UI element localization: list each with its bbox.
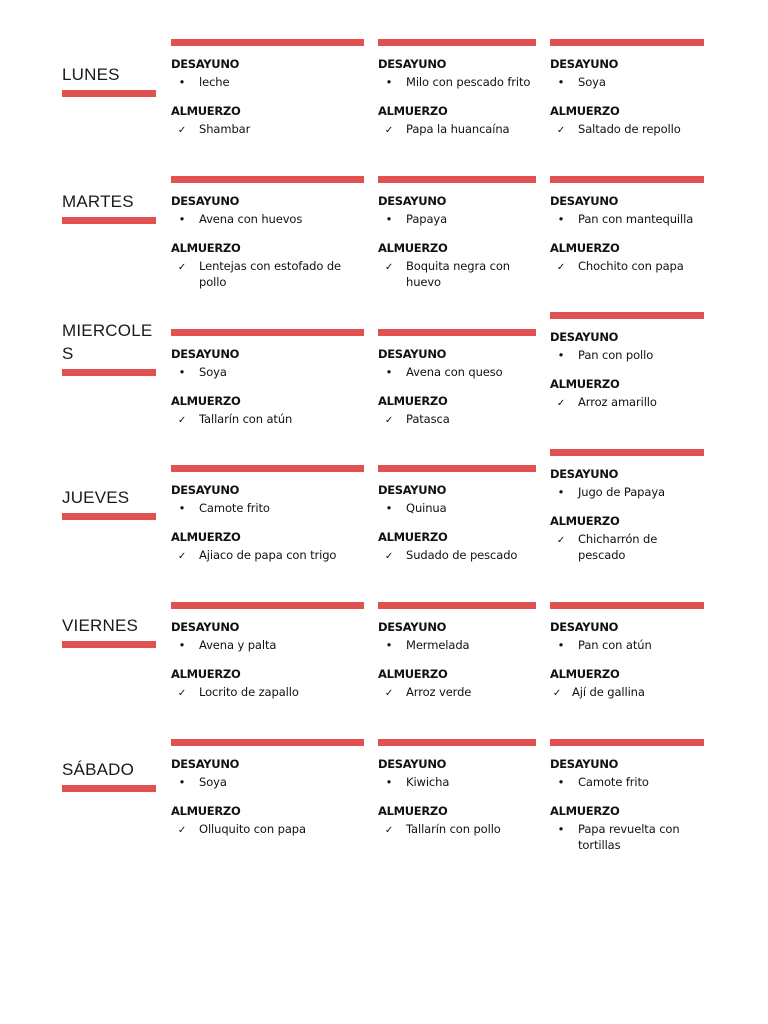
day-viernes <box>62 614 156 648</box>
lunch-item <box>550 121 704 138</box>
breakfast-label: DESAYUNO <box>171 194 240 208</box>
menu-cell <box>378 602 536 700</box>
lunch-item <box>171 821 364 838</box>
breakfast-text: Camote frito <box>199 501 270 515</box>
day-name: LUNES <box>62 65 120 84</box>
lunch-label: ALMUERZO <box>550 240 620 255</box>
check-icon <box>550 684 564 703</box>
day-underline <box>62 369 156 376</box>
cell-top-bar <box>378 39 536 46</box>
breakfast-text: Soya <box>578 75 606 89</box>
cell-top-bar <box>550 176 704 183</box>
menu-cell <box>550 602 704 700</box>
breakfast-text: Soya <box>199 365 227 379</box>
lunch-item <box>378 684 536 701</box>
bullet-icon <box>554 74 568 91</box>
breakfast-label: DESAYUNO <box>378 194 447 208</box>
lunch-item <box>378 547 536 564</box>
lunch-item <box>378 258 516 291</box>
lunch-label: ALMUERZO <box>550 666 620 681</box>
day-sabado <box>62 758 156 792</box>
breakfast-item <box>550 74 704 91</box>
check-icon <box>554 121 568 140</box>
lunch-label: ALMUERZO <box>378 393 448 408</box>
check-icon <box>382 821 396 840</box>
breakfast-text: Milo con pescado frito <box>406 75 531 89</box>
day-underline <box>62 513 156 520</box>
bullet-icon <box>175 637 189 654</box>
day-underline <box>62 641 156 648</box>
breakfast-label: DESAYUNO <box>550 467 619 481</box>
lunch-label: ALMUERZO <box>378 240 448 255</box>
bullet-icon <box>175 364 189 381</box>
menu-cell <box>171 39 364 137</box>
lunch-text: Chicharrón de pescado <box>578 531 658 562</box>
day-martes <box>62 190 156 224</box>
breakfast-label: DESAYUNO <box>550 57 619 71</box>
lunch-text: Locrito de zapallo <box>199 684 299 699</box>
check-icon <box>382 258 396 277</box>
breakfast-item <box>171 74 364 91</box>
lunch-label: ALMUERZO <box>550 376 620 391</box>
lunch-label: ALMUERZO <box>378 666 448 681</box>
breakfast-item <box>378 500 536 517</box>
breakfast-label: DESAYUNO <box>550 194 619 208</box>
lunch-text: Papa revuelta con tortillas <box>578 821 680 852</box>
lunch-text: Shambar <box>199 121 251 136</box>
cell-top-bar <box>550 739 704 746</box>
check-icon <box>382 121 396 140</box>
lunch-text: Patasca <box>406 411 450 426</box>
menu-cell <box>171 602 364 700</box>
check-icon <box>175 547 189 566</box>
day-name: SÁBADO <box>62 760 135 779</box>
check-icon <box>554 258 568 277</box>
breakfast-text: Papaya <box>406 212 448 226</box>
lunch-text: Ají de gallina <box>572 684 645 699</box>
bullet-icon <box>382 500 396 517</box>
menu-cell <box>550 449 704 564</box>
breakfast-item <box>550 637 704 654</box>
breakfast-item <box>378 364 536 381</box>
breakfast-item <box>550 347 704 364</box>
menu-cell <box>378 739 536 837</box>
check-icon <box>175 411 189 430</box>
breakfast-label: DESAYUNO <box>171 57 240 71</box>
day-miercoles <box>62 319 156 376</box>
day-underline <box>62 217 156 224</box>
cell-top-bar <box>378 329 536 336</box>
bullet-icon <box>382 74 396 91</box>
lunch-text: Lentejas con estofado de pollo <box>199 258 342 289</box>
breakfast-text: Mermelada <box>406 638 470 652</box>
menu-cell <box>550 39 704 137</box>
cell-top-bar <box>378 176 536 183</box>
lunch-text: Olluquito con papa <box>199 821 306 836</box>
lunch-item <box>378 821 536 838</box>
lunch-item <box>550 684 704 701</box>
cell-top-bar <box>171 465 364 472</box>
breakfast-text: Pan con pollo <box>578 348 654 362</box>
lunch-label: ALMUERZO <box>378 529 448 544</box>
breakfast-label: DESAYUNO <box>378 757 447 771</box>
menu-cell <box>378 176 536 291</box>
bullet-icon <box>382 211 396 228</box>
cell-top-bar <box>171 176 364 183</box>
breakfast-text: Pan con atún <box>578 638 652 652</box>
cell-top-bar <box>378 739 536 746</box>
lunch-label: ALMUERZO <box>171 393 241 408</box>
cell-top-bar <box>171 739 364 746</box>
breakfast-item <box>378 774 536 791</box>
bullet-icon <box>175 74 189 91</box>
lunch-text: Ajiaco de papa con trigo <box>199 547 337 562</box>
cell-top-bar <box>378 602 536 609</box>
menu-cell <box>378 465 536 563</box>
bullet-icon <box>554 821 568 838</box>
check-icon <box>554 531 568 550</box>
lunch-item <box>171 258 364 291</box>
bullet-icon <box>382 774 396 791</box>
breakfast-text: Kiwicha <box>406 775 450 789</box>
lunch-text: Boquita negra con huevo <box>406 258 510 289</box>
lunch-item <box>171 121 364 138</box>
cell-top-bar <box>550 39 704 46</box>
menu-cell <box>171 329 364 427</box>
breakfast-label: DESAYUNO <box>171 757 240 771</box>
breakfast-item <box>550 484 704 501</box>
breakfast-item <box>378 637 536 654</box>
breakfast-label: DESAYUNO <box>378 483 447 497</box>
lunch-label: ALMUERZO <box>171 529 241 544</box>
bullet-icon <box>554 484 568 501</box>
cell-top-bar <box>171 329 364 336</box>
cell-top-bar <box>550 602 704 609</box>
lunch-label: ALMUERZO <box>378 103 448 118</box>
breakfast-item <box>171 364 364 381</box>
cell-top-bar <box>171 602 364 609</box>
breakfast-item <box>171 637 364 654</box>
lunch-text: Tallarín con pollo <box>406 821 501 836</box>
breakfast-item <box>378 211 536 228</box>
bullet-icon <box>554 774 568 791</box>
bullet-icon <box>554 347 568 364</box>
lunch-label: ALMUERZO <box>550 513 620 528</box>
check-icon <box>175 258 189 277</box>
bullet-icon <box>382 637 396 654</box>
breakfast-item <box>550 774 704 791</box>
check-icon <box>382 684 396 703</box>
breakfast-text: Camote frito <box>578 775 649 789</box>
check-icon <box>554 394 568 413</box>
lunch-text: Chochito con papa <box>578 258 684 273</box>
lunch-item <box>550 258 704 275</box>
breakfast-text: leche <box>199 75 230 89</box>
bullet-icon <box>554 211 568 228</box>
bullet-icon <box>554 637 568 654</box>
cell-top-bar <box>378 465 536 472</box>
breakfast-item <box>171 500 364 517</box>
breakfast-label: DESAYUNO <box>171 620 240 634</box>
lunch-label: ALMUERZO <box>378 803 448 818</box>
breakfast-text: Pan con mantequilla <box>578 212 694 226</box>
breakfast-text: Quinua <box>406 501 447 515</box>
breakfast-text: Soya <box>199 775 227 789</box>
breakfast-label: DESAYUNO <box>550 620 619 634</box>
check-icon <box>382 411 396 430</box>
cell-top-bar <box>171 39 364 46</box>
bullet-icon <box>382 364 396 381</box>
breakfast-text: Jugo de Papaya <box>578 485 665 499</box>
lunch-label: ALMUERZO <box>171 666 241 681</box>
lunch-item <box>550 821 698 854</box>
lunch-text: Arroz verde <box>406 684 472 699</box>
breakfast-item <box>171 774 364 791</box>
breakfast-label: DESAYUNO <box>378 347 447 361</box>
check-icon <box>175 121 189 140</box>
day-underline <box>62 785 156 792</box>
breakfast-label: DESAYUNO <box>171 483 240 497</box>
cell-top-bar <box>550 312 704 319</box>
check-icon <box>382 547 396 566</box>
menu-cell <box>550 312 704 410</box>
lunch-text: Sudado de pescado <box>406 547 518 562</box>
breakfast-item <box>550 211 704 228</box>
lunch-item <box>171 684 364 701</box>
lunch-item <box>171 411 364 428</box>
lunch-label: ALMUERZO <box>171 103 241 118</box>
day-name: JUEVES <box>62 488 130 507</box>
cell-top-bar <box>550 449 704 456</box>
lunch-item <box>171 547 364 564</box>
lunch-label: ALMUERZO <box>550 103 620 118</box>
bullet-icon <box>175 500 189 517</box>
menu-cell <box>171 465 364 563</box>
day-jueves <box>62 486 156 520</box>
day-name: MIERCOLES <box>62 321 153 363</box>
menu-cell <box>171 176 364 291</box>
lunch-label: ALMUERZO <box>171 240 241 255</box>
lunch-label: ALMUERZO <box>550 803 620 818</box>
breakfast-label: DESAYUNO <box>171 347 240 361</box>
lunch-item <box>550 531 678 564</box>
lunch-text: Papa la huancaína <box>406 121 510 136</box>
breakfast-label: DESAYUNO <box>378 620 447 634</box>
check-icon <box>175 821 189 840</box>
breakfast-item <box>378 74 536 91</box>
lunch-item <box>378 121 536 138</box>
breakfast-item <box>171 211 364 228</box>
breakfast-text: Avena con huevos <box>199 212 303 226</box>
lunch-item <box>550 394 704 411</box>
day-underline <box>62 90 156 97</box>
lunch-text: Saltado de repollo <box>578 121 681 136</box>
bullet-icon <box>175 774 189 791</box>
lunch-text: Arroz amarillo <box>578 394 657 409</box>
bullet-icon <box>175 211 189 228</box>
breakfast-label: DESAYUNO <box>550 757 619 771</box>
lunch-item <box>378 411 536 428</box>
menu-cell <box>378 39 536 137</box>
breakfast-label: DESAYUNO <box>550 330 619 344</box>
breakfast-text: Avena y palta <box>199 638 277 652</box>
lunch-label: ALMUERZO <box>171 803 241 818</box>
check-icon <box>175 684 189 703</box>
menu-cell <box>550 739 704 854</box>
breakfast-text: Avena con queso <box>406 365 503 379</box>
day-name: MARTES <box>62 192 134 211</box>
menu-cell <box>171 739 364 837</box>
day-name: VIERNES <box>62 616 139 635</box>
lunch-text: Tallarín con atún <box>199 411 293 426</box>
day-lunes <box>62 63 156 97</box>
menu-cell <box>378 329 536 427</box>
menu-cell <box>550 176 704 274</box>
breakfast-label: DESAYUNO <box>378 57 447 71</box>
